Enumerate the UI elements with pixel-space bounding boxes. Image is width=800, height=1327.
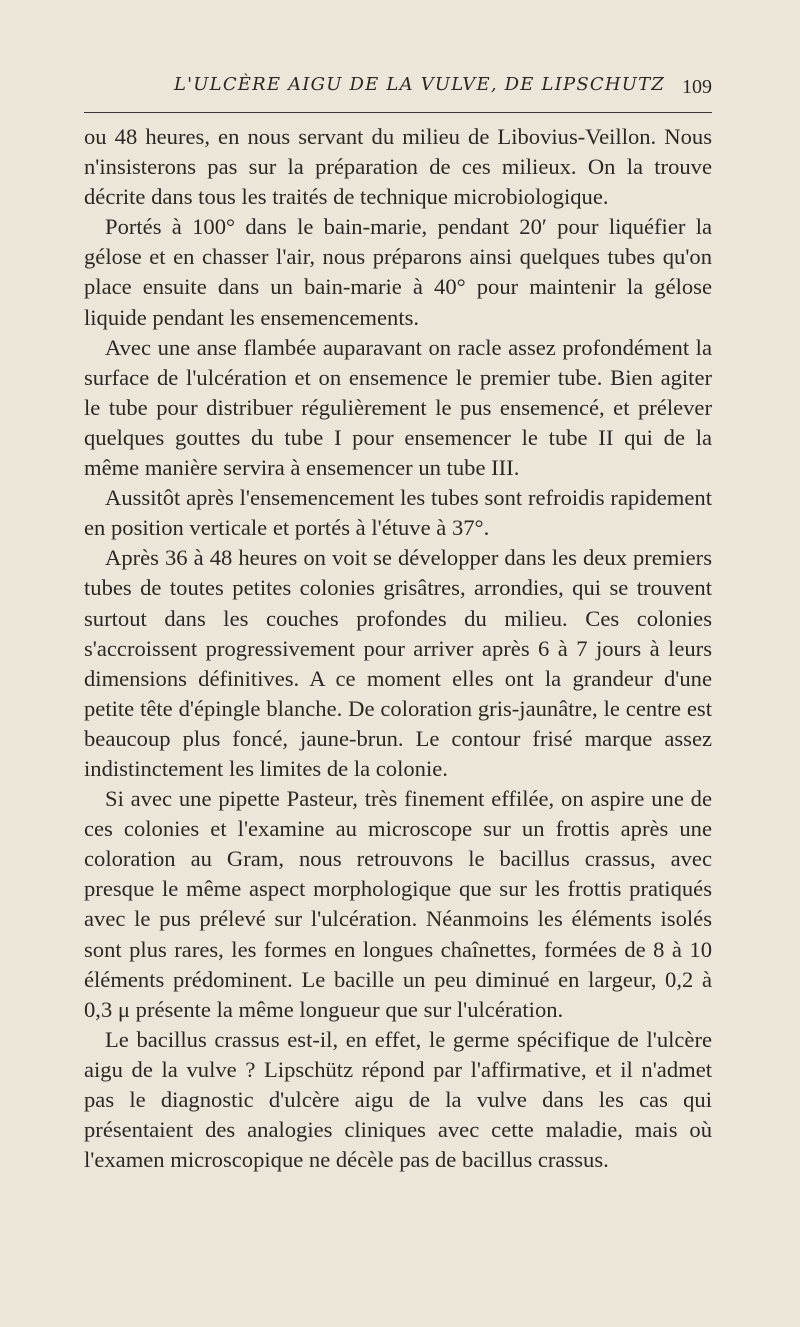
running-header (84, 74, 712, 108)
body-text (84, 122, 712, 1175)
header-rule (84, 112, 712, 113)
paragraph: Aussitôt après l'ensemencement les tubes sont refroidis rapidement en position verticale et portés à l'étuve à 37°. (84, 485, 712, 541)
paragraph: Portés à 100° dans le bain-marie, pendant 20′ pour liquéfier la gélose et en chasser l'air, nous préparons ainsi quelques tubes qu'on place ensuite dans un bain-marie à 40° pour maintenir la gélose liquide pendant les ensemencements. (84, 214, 712, 330)
running-title: L'ULCÈRE AIGU DE LA VULVE, DE LIPSCHUTZ (174, 74, 666, 95)
paragraph: Avec une anse flambée auparavant on racle assez profondément la surface de l'ulcération et on ensemence le premier tube. Bien agiter le tube pour distribuer régulièrement le pus ensemencé, et prélever quelques gouttes du tube I pour ensemencer le tube II qui de la même manière servira à ensemencer un tube III. (84, 334, 712, 481)
page-number: 109 (682, 76, 712, 98)
paragraph: Après 36 à 48 heures on voit se développer dans les deux premiers tubes de toutes petites colonies grisâtres, arrondies, qui se trouvent surtout dans les couches profondes du milieu. Ces colonies s'accroissent progressivement pour arriver après 6 à 7 jours à leurs dimensions définitives. A ce moment elles ont la grandeur d'une petite tête d'épingle blanche. De coloration gris-jaunâtre, le centre est beaucoup plus foncé, jaune-brun. Le contour frisé marque assez indistinctement les limites de la colonie. (84, 545, 712, 781)
paragraph: ou 48 heures, en nous servant du milieu de Libovius-Veillon. Nous n'insisterons pas sur la préparation de ces milieux. On la trouve décrite dans tous les traités de technique microbiologique. (84, 124, 712, 210)
paragraph: Si avec une pipette Pasteur, très finement effilée, on aspire une de ces colonies et l'examine au microscope sur un frottis après une coloration au Gram, nous retrouvons le bacillus crassus, avec presque le même aspect morphologique que sur les frottis pratiqués avec le pus prélevé sur l'ulcération. Néanmoins les éléments isolés sont plus rares, les formes en longues chaînettes, formées de 8 à 10 éléments prédominent. Le bacille un peu diminué en largeur, 0,2 à 0,3 μ présente la même longueur que sur l'ulcération. (84, 786, 712, 1022)
paragraph: Le bacillus crassus est-il, en effet, le germe spécifique de l'ulcère aigu de la vulve ? Lipschütz répond par l'affirmative, et il n'admet pas le diagnostic d'ulcère aigu de la vulve dans les cas qui présentaient des analogies cliniques avec cette maladie, mais où l'examen microscopique ne décèle pas de bacillus crassus. (84, 1026, 712, 1173)
